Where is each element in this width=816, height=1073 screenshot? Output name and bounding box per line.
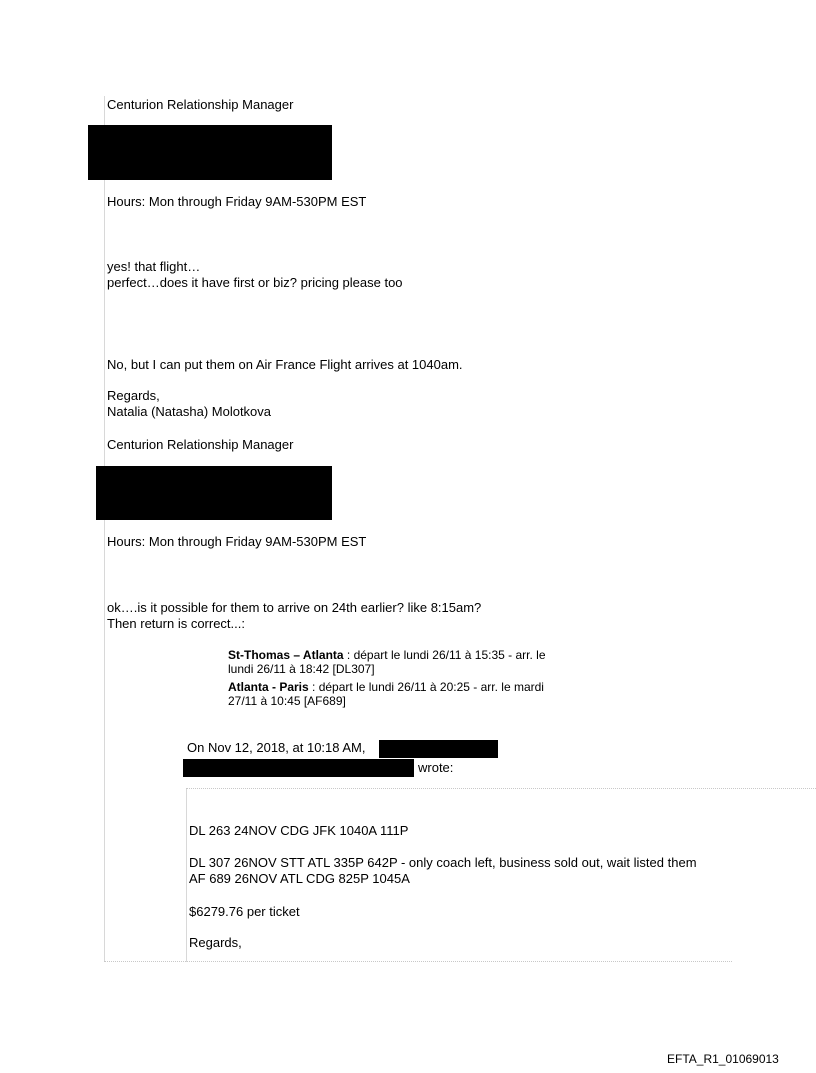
message-line: perfect…does it have first or biz? pricing please too — [107, 275, 403, 290]
outer-quote-bar — [104, 96, 105, 962]
price-line: $6279.76 per ticket — [189, 904, 300, 919]
quote-bottom-rule — [104, 961, 732, 962]
signature-title: Centurion Relationship Manager — [107, 97, 294, 112]
flight-line: DL 307 26NOV STT ATL 335P 642P - only coach left, business sold out, wait listed them — [189, 855, 697, 870]
bates-number: EFTA_R1_01069013 — [667, 1052, 779, 1066]
regards-line: Regards, — [189, 935, 242, 950]
itinerary-segment-2-cont: 27/11 à 10:45 [AF689] — [228, 694, 346, 708]
segment-route: St-Thomas – Atlanta — [228, 648, 344, 662]
inner-quote-top-rule — [186, 788, 816, 789]
segment-detail: : départ le lundi 26/11 à 15:35 - arr. le — [343, 648, 546, 662]
itinerary-segment-1 — [228, 648, 546, 662]
redaction-block — [88, 125, 332, 180]
signature-hours: Hours: Mon through Friday 9AM-530PM EST — [107, 194, 367, 209]
flight-line: AF 689 26NOV ATL CDG 825P 1045A — [189, 871, 410, 886]
redaction-block — [379, 740, 498, 758]
segment-route: Atlanta - Paris — [228, 680, 309, 694]
message-line: ok….is it possible for them to arrive on 24th earlier? like 8:15am? — [107, 600, 482, 615]
signature-title: Centurion Relationship Manager — [107, 437, 294, 452]
redaction-block — [96, 466, 332, 520]
regards-line: Regards, — [107, 388, 160, 403]
itinerary-segment-1-cont: lundi 26/11 à 18:42 [DL307] — [228, 662, 375, 676]
message-line: Then return is correct...: — [107, 616, 245, 631]
sender-name: Natalia (Natasha) Molotkova — [107, 404, 272, 419]
quote-attribution: On Nov 12, 2018, at 10:18 AM, — [187, 740, 366, 755]
flight-line: DL 263 24NOV CDG JFK 1040A 111P — [189, 823, 409, 838]
redaction-block — [183, 759, 414, 777]
signature-hours: Hours: Mon through Friday 9AM-530PM EST — [107, 534, 367, 549]
message-line: yes! that flight… — [107, 259, 201, 274]
inner-quote-bar — [186, 788, 187, 962]
message-line: No, but I can put them on Air France Flight arrives at 1040am. — [107, 357, 463, 372]
quote-wrote: wrote: — [418, 760, 454, 775]
segment-detail: : départ le lundi 26/11 à 20:25 - arr. le mardi — [308, 680, 544, 694]
itinerary-segment-2 — [228, 680, 544, 694]
